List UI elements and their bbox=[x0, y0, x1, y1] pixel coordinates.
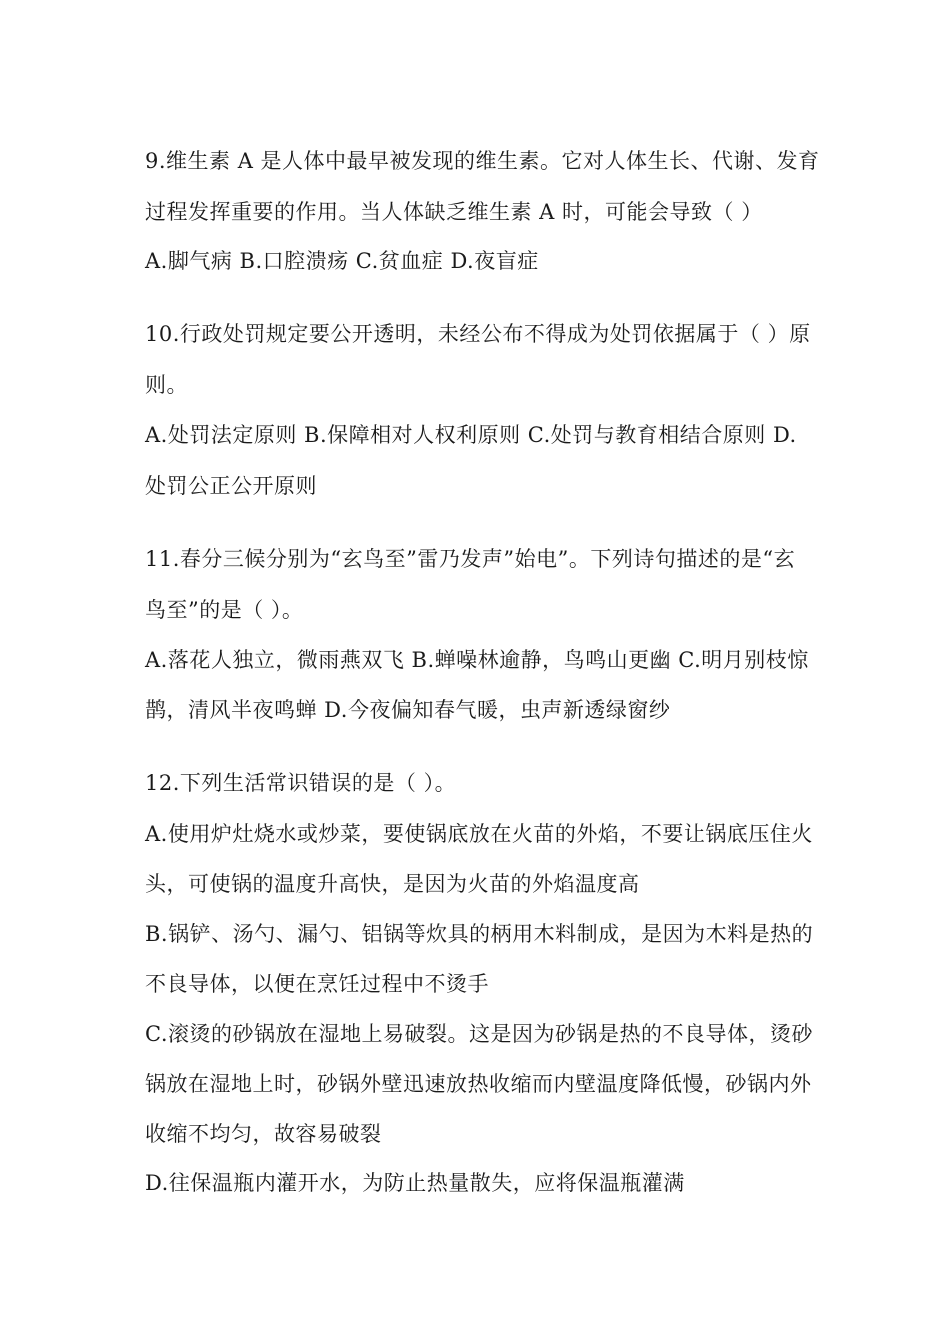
question-12-stem: 12.下列生活常识错误的是（ ）。 bbox=[145, 771, 457, 795]
question-11-stem-line-2: 鸟至”的是（ ）。 bbox=[145, 598, 304, 622]
question-12-option-d: D.往保温瓶内灌开水，为防止热量散失，应将保温瓶灌满 bbox=[145, 1171, 685, 1195]
question-12-option-c-line-1: C.滚烫的砂锅放在湿地上易破裂。这是因为砂锅是热的不良导体，烫砂 bbox=[145, 1022, 813, 1046]
question-12-option-a-line-2: 头，可使锅的温度升高快，是因为火苗的外焰温度高 bbox=[145, 872, 640, 896]
question-10-options-line-2: 处罚公正公开原则 bbox=[145, 474, 317, 498]
question-10-stem-line-1: 10.行政处罚规定要公开透明，未经公布不得成为处罚依据属于（ ）原 bbox=[145, 322, 811, 346]
question-10-stem-line-2: 则。 bbox=[145, 373, 188, 397]
question-12-option-b-line-2: 不良导体，以便在烹饪过程中不烫手 bbox=[145, 972, 489, 996]
question-12-option-c-line-2: 锅放在湿地上时，砂锅外壁迅速放热收缩而内壁温度降低慢，砂锅内外 bbox=[145, 1072, 812, 1096]
question-9-stem-line-1: 9.维生素 A 是人体中最早被发现的维生素。它对人体生长、代谢、发育 bbox=[145, 149, 820, 173]
question-9-stem-line-2: 过程发挥重要的作用。当人体缺乏维生素 A 时，可能会导致（ ） bbox=[145, 200, 763, 224]
question-12-option-c-line-3: 收缩不均匀，故容易破裂 bbox=[145, 1122, 382, 1146]
question-11-options-line-1: A.落花人独立，微雨燕双飞 B.蝉噪林逾静，鸟鸣山更幽 C.明月别枝惊 bbox=[145, 648, 809, 672]
question-12-option-b-line-1: B.锅铲、汤勺、漏勺、铝锅等炊具的柄用木料制成，是因为木料是热的 bbox=[145, 922, 814, 946]
question-11-stem-line-1: 11.春分三候分别为“玄鸟至”雷乃发声”始电”。下列诗句描述的是“玄 bbox=[145, 547, 796, 571]
question-11-options-line-2: 鹊，清风半夜鸣蝉 D.今夜偏知春气暖，虫声新透绿窗纱 bbox=[145, 698, 671, 722]
question-9-options: A.脚气病 B.口腔溃疡 C.贫血症 D.夜盲症 bbox=[145, 249, 539, 273]
question-12-option-a-line-1: A.使用炉灶烧水或炒菜，要使锅底放在火苗的外焰，不要让锅底压住火 bbox=[145, 822, 813, 846]
question-10-options-line-1: A.处罚法定原则 B.保障相对人权利原则 C.处罚与教育相结合原则 D. bbox=[145, 423, 797, 447]
